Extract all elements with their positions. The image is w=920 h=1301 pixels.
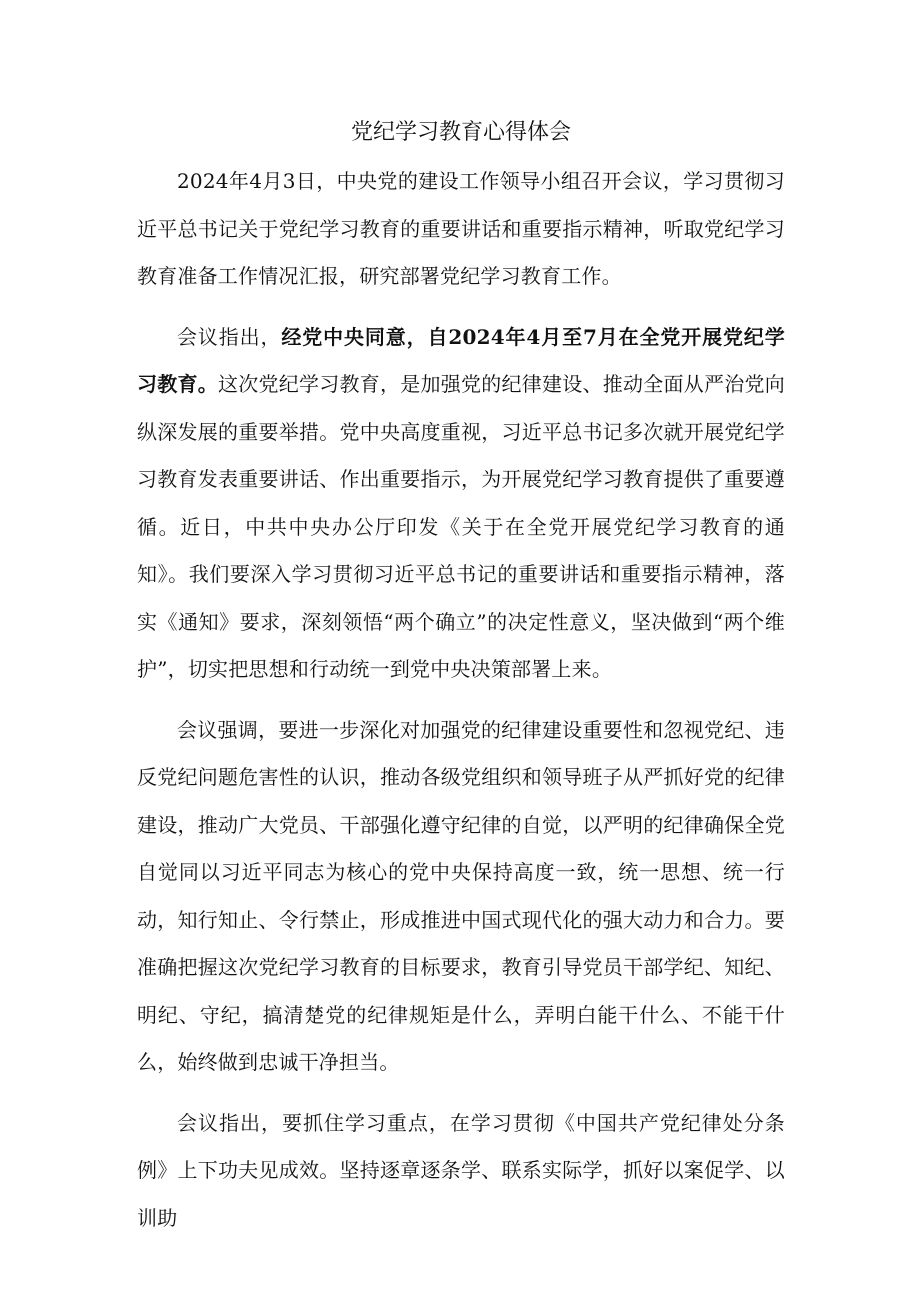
- paragraph-2-rest: 这次党纪学习教育，是加强党的纪律建设、推动全面从严治党向纵深发展的重要举措。党中央高度重视，习近平总书记多次就开展党纪学习教育发表重要讲话、作出重要指示，为开展党纪学习教育提供了重要遵循。近日，中共中央办公厅印发《关于在全党开展党纪学习教育的通知》。我们要深入学习贯彻习近平总书记的重要讲话和重要指示精神，落实《通知》要求，深刻领悟“两个确立”的决定性意义，坚决做到“两个维护”，切实把思想和行动统一到党中央决策部署上来。: [137, 372, 785, 681]
- paragraph-3: 会议强调，要进一步深化对加强党的纪律建设重要性和忽视党纪、违反党纪问题危害性的认识，推动各级党组织和领导班子从严抓好党的纪律建设，推动广大党员、干部强化遵守纪律的自觉，以严明的纪律确保全党自觉同以习近平同志为核心的党中央保持高度一致，统一思想、统一行动，知行知止、令行禁止，形成推进中国式现代化的强大动力和合力。要准确把握这次党纪学习教育的目标要求，教育引导党员干部学纪、知纪、明纪、守纪，搞清楚党的纪律规矩是什么，弄明白能干什么、不能干什么，始终做到忠诚干净担当。: [137, 717, 785, 1074]
- paragraph-2-lead: 会议指出，: [177, 324, 282, 349]
- paragraph-4: 会议指出，要抓住学习重点，在学习贯彻《中国共产党纪律处分条例》上下功夫见成效。坚持逐章逐条学、联系实际学，抓好以案促学、以训助: [137, 1110, 785, 1230]
- paragraph-2-bold-statement: 经党中央同意，自2024年4月至7月在全党开展党纪学习教育。: [137, 324, 785, 396]
- document-title: 党纪学习教育心得体会: [350, 120, 571, 145]
- paragraph-1: 2024年4月3日，中央党的建设工作领导小组召开会议，学习贯彻习近平总书记关于党纪学习教育的重要讲话和重要指示精神，听取党纪学习教育准备工作情况汇报，研究部署党纪学习教育工作。: [137, 169, 785, 288]
- paragraph-2: [137, 314, 785, 694]
